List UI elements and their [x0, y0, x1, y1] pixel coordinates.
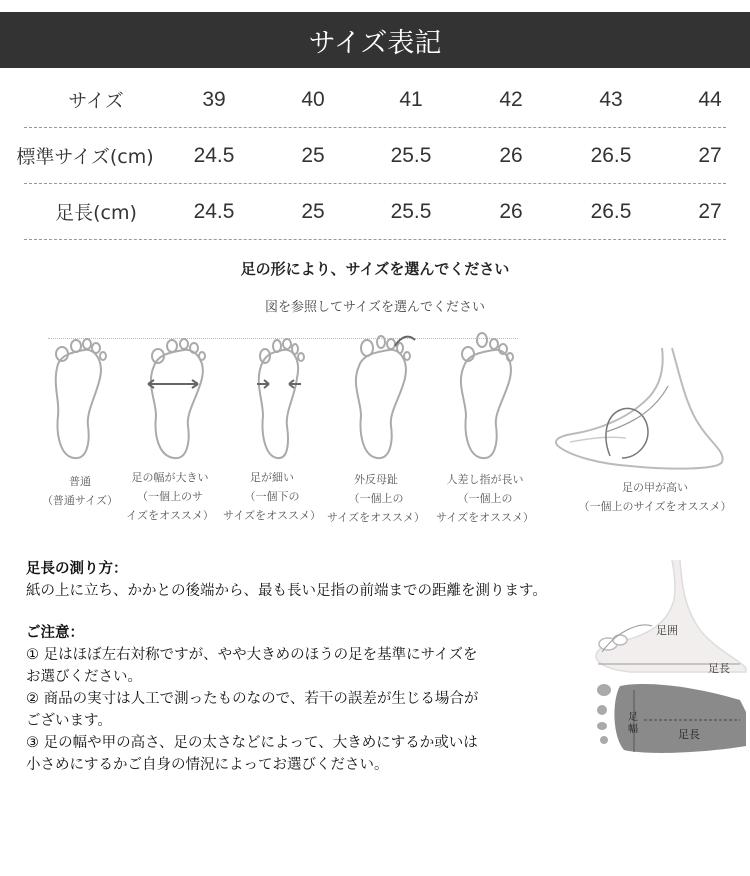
note-line: お選びください。 [26, 669, 142, 685]
row-label: サイズ [68, 90, 124, 112]
row-label: 標準サイズ(cm) [16, 146, 154, 168]
foot-caption: 足の甲が高い （一個上のサイズをオススメ） [578, 481, 732, 513]
foot-normal-icon [44, 334, 114, 464]
circumference-label: 足囲 [656, 624, 678, 637]
note-line: ① 足はほぼ左右対称ですが、やや大きめのほうの足を基準にサイズを [26, 647, 478, 663]
table-cell: 39 [202, 87, 226, 111]
foot-caption: 足が細い （一個下の サイズをオススメ） [222, 471, 321, 522]
table-row [24, 72, 726, 128]
table-cell: 27 [698, 199, 722, 223]
measure-instructions [26, 558, 626, 776]
foot-high-instep-icon [550, 346, 740, 476]
foot-type-heading: 足の形により、サイズを選んでください [240, 260, 510, 278]
table-cell: 26 [499, 199, 523, 223]
foot-caption: 外反母趾 （一個上の サイズをオススメ） [326, 473, 425, 524]
table-cell: 27 [698, 143, 722, 167]
length-label-top: 足長 [708, 662, 730, 675]
width-label: 足 [628, 712, 638, 723]
table-cell: 42 [499, 87, 523, 111]
foot-caption: 足の幅が大きい （一個上のサ イズをオススメ） [126, 471, 214, 522]
table-cell: 40 [301, 87, 325, 111]
size-chart-banner [0, 12, 750, 68]
foot-caption: 人差し指が長い （一個上の サイズをオススメ） [435, 473, 534, 524]
table-cell: 25 [301, 143, 325, 167]
foot-long-index-toe-icon [452, 330, 522, 464]
banner-title: サイズ表記 [308, 27, 442, 59]
table-cell: 26.5 [590, 199, 632, 223]
table-cell: 25 [301, 199, 325, 223]
table-cell: 26 [499, 143, 523, 167]
foot-narrow-icon [245, 334, 315, 464]
table-cell: 25.5 [390, 199, 432, 223]
note-line: ③ 足の幅や甲の高さ、足の太さなどによって、大きめにするか或いは [26, 735, 478, 751]
foot-type-subheading: 図を参照してサイズを選んでください [265, 300, 485, 315]
table-cell: 44 [698, 87, 722, 111]
notes-title: ご注意： [26, 625, 84, 641]
note-line: 小さめにするかご自身の情況によってお選びください。 [26, 757, 389, 773]
table-cell: 43 [599, 87, 623, 111]
width-label-2: 幅 [628, 724, 638, 735]
size-table [0, 72, 750, 240]
foot-measure-diagram [590, 560, 750, 774]
note-line: ございます。 [26, 713, 112, 729]
table-row [16, 128, 726, 184]
table-cell: 25.5 [390, 143, 432, 167]
measure-text: 紙の上に立ち、かかとの後端から、最も長い足指の前端までの距離を測ります。 [26, 583, 547, 599]
table-cell: 41 [399, 87, 423, 111]
length-label-bottom: 足長 [678, 728, 700, 741]
foot-bunion-icon [345, 330, 420, 464]
foot-wide-icon [140, 334, 215, 464]
note-line: ② 商品の実寸は人工で測ったものなので、若干の誤差が生じる場合が [26, 691, 479, 707]
foot-caption: 普通 （普通サイズ） [41, 475, 119, 507]
measure-title: 足長の測り方： [26, 561, 128, 577]
table-cell: 24.5 [193, 199, 235, 223]
table-cell: 24.5 [193, 143, 235, 167]
row-label: 足長(cm) [55, 202, 137, 224]
table-row [24, 184, 726, 240]
table-cell: 26.5 [590, 143, 632, 167]
